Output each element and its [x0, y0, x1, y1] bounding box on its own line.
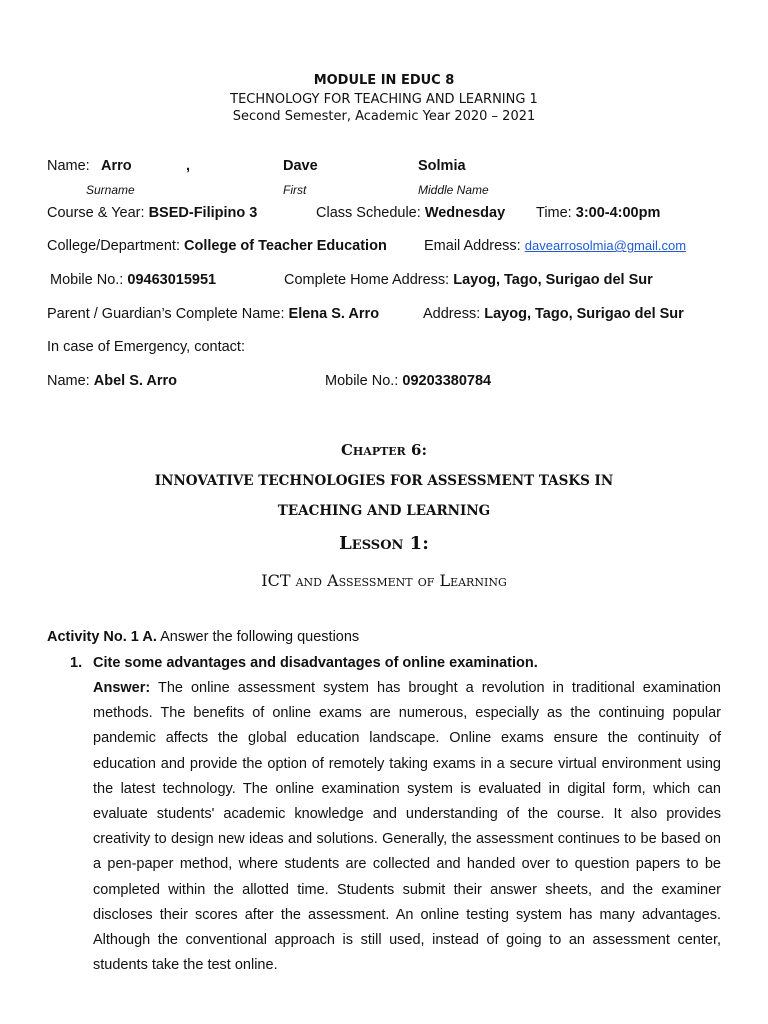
guardian-address-value: Layog, Tago, Surigao del Sur: [484, 306, 684, 322]
lesson-title: ICT and Assessment of Learning: [261, 571, 507, 590]
guardian-address-label: Address:: [423, 306, 481, 322]
email-row: [424, 238, 686, 254]
schedule-value: Wednesday: [424, 205, 506, 221]
course-title: TECHNOLOGY FOR TEACHING AND LEARNING 1: [230, 92, 538, 107]
answer-label: Answer:: [93, 680, 151, 696]
activity-row: [47, 629, 359, 645]
chapter-subtitle-2: TEACHING AND LEARNING: [277, 503, 491, 519]
emergency-name-label: Name:: [47, 373, 90, 389]
emergency-name-row: [47, 373, 177, 389]
chapter-title: Chapter 6:: [340, 441, 428, 459]
course-label: Course & Year:: [47, 205, 145, 221]
name-row: [47, 158, 90, 174]
home-address-value: Layog, Tago, Surigao del Sur: [453, 272, 653, 288]
time-label: Time:: [536, 205, 572, 221]
name-label: Name:: [47, 158, 90, 174]
guardian-value: Elena S. Arro: [288, 306, 380, 322]
time-value: 3:00-4:00pm: [575, 205, 661, 221]
surname-label: Surname: [86, 183, 135, 197]
course-row: [47, 205, 257, 221]
question-number: 1.: [70, 655, 83, 671]
chapter-subtitle-1: INNOVATIVE TECHNOLOGIES FOR ASSESSMENT TASKS IN: [154, 473, 614, 489]
name-comma: ,: [186, 158, 191, 174]
first-label: First: [283, 183, 307, 197]
college-row: [47, 238, 387, 254]
guardian-row: [47, 306, 379, 322]
question-text: Cite some advantages and disadvantages of online examination.: [93, 655, 538, 671]
answer-text: The online assessment system has brought a revolution in traditional examination methods. The benefits of online exams are numerous, especially as the continuing popular pandemic affects the global education landscape. Online exams ensure the continuity of education and provide the option of remotely taking exams in a secure virtual environment using the latest technology. The online examination system is evaluated in digital form, which can evaluate students' academic knowledge and understanding of the course. It also provides creativity to design new ideas and solutions. Generally, the assessment continues to be based on a pen-paper method, where students are collected and handed over to question papers to be completed within the allotted time. Students submit their answer sheets, and the examiner discloses their scores after the assessment. An online testing system has many advantages. Although the conventional approach is still used, instead of going to an assessment center, students take the test online.: [93, 680, 721, 974]
activity-label: Activity No. 1 A.: [47, 629, 157, 645]
home-address-label: Complete Home Address:: [284, 272, 450, 288]
course-value: BSED-Filipino 3: [148, 205, 258, 221]
guardian-label: Parent / Guardian’s Complete Name:: [47, 306, 285, 322]
emergency-label: In case of Emergency, contact:: [47, 339, 245, 355]
emergency-mobile-row: [325, 373, 491, 389]
home-address-row: [284, 272, 653, 288]
lesson-number: Lesson 1:: [339, 533, 429, 554]
time-row: [536, 205, 660, 221]
mobile-label: Mobile No.:: [50, 272, 124, 288]
first-name-value: Dave: [283, 158, 318, 174]
mobile-row: [50, 272, 216, 288]
emergency-mobile-value: 09203380784: [402, 373, 492, 389]
activity-instruction: Answer the following questions: [160, 629, 360, 645]
emergency-name-value: Abel S. Arro: [93, 373, 178, 389]
emergency-mobile-label: Mobile No.:: [325, 373, 399, 389]
college-value: College of Teacher Education: [184, 238, 387, 254]
email-link[interactable]: davearrosolmia@gmail.com: [524, 238, 687, 253]
college-label: College/Department:: [47, 238, 180, 254]
middle-label: Middle Name: [418, 183, 489, 197]
email-label: Email Address:: [424, 238, 521, 254]
semester-line: Second Semester, Academic Year 2020 – 2021: [232, 109, 536, 124]
answer-paragraph: [93, 676, 721, 978]
mobile-value: 09463015951: [127, 272, 217, 288]
guardian-address-row: [423, 306, 684, 322]
middle-name-value: Solmia: [418, 158, 466, 174]
module-title: MODULE IN EDUC 8: [313, 73, 455, 88]
schedule-row: [316, 205, 505, 221]
surname-value: Arro: [101, 158, 132, 174]
schedule-label: Class Schedule:: [316, 205, 421, 221]
